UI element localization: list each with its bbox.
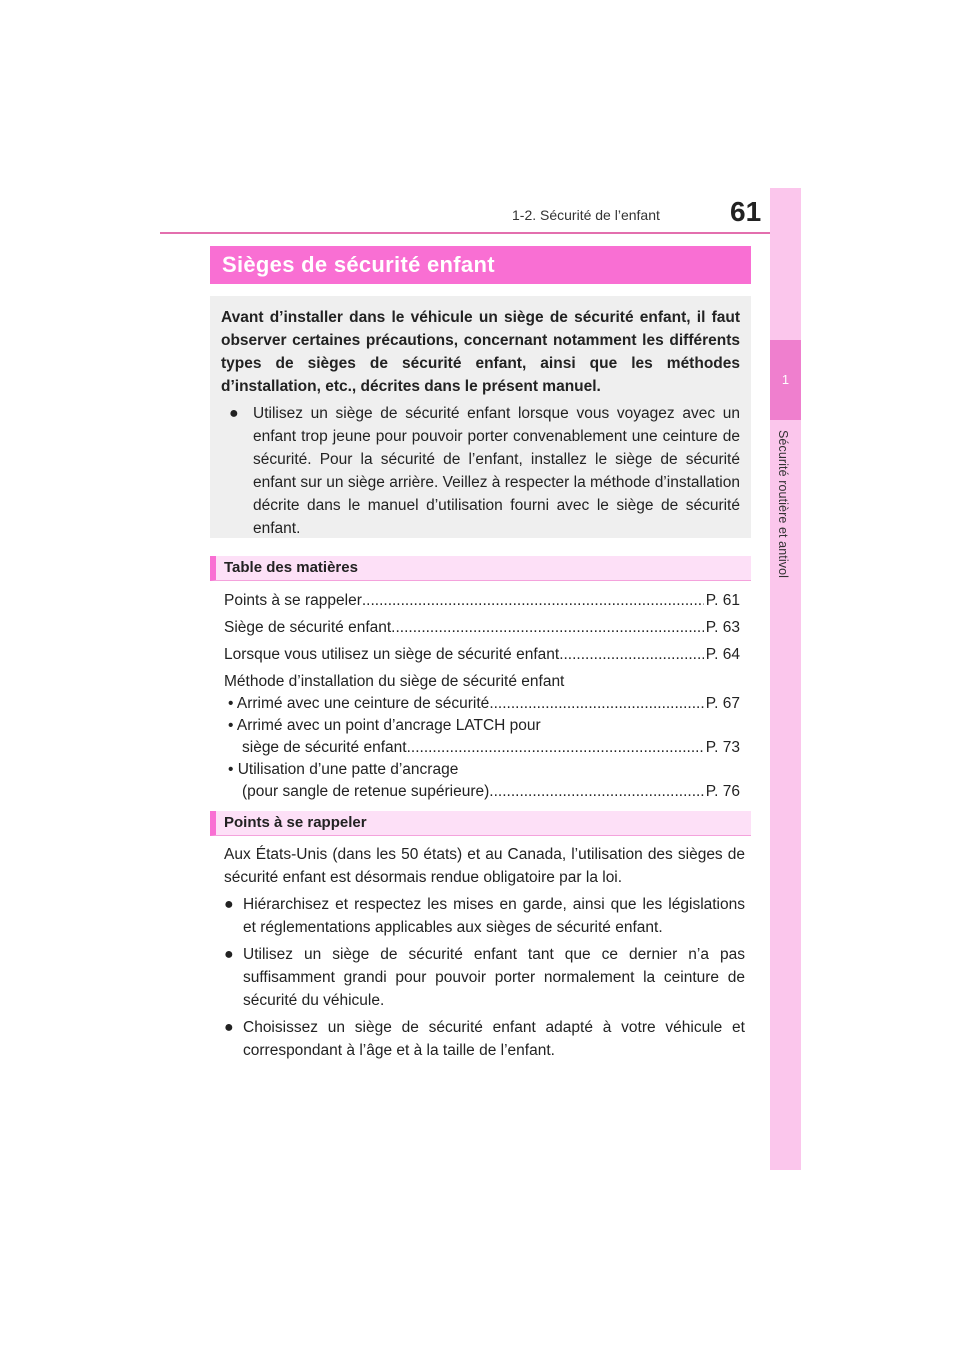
points-bullet: ● Choisissez un siège de sécurité enfant adapté à votre véhicule et correspondant à l’âge et à la taille de l’enfant. bbox=[224, 1016, 745, 1062]
points-body bbox=[224, 843, 745, 1066]
header-rule bbox=[160, 232, 800, 234]
toc-item-ceinture[interactable]: • Arrimé avec une ceinture de sécurité ..... P. 67 bbox=[224, 693, 740, 715]
chapter-side-tab bbox=[770, 188, 801, 1170]
chapter-label: Sécurité routière et antivol bbox=[776, 430, 790, 579]
section-title: Sièges de sécurité enfant bbox=[210, 246, 751, 284]
points-heading: Points à se rappeler bbox=[210, 811, 751, 836]
bullet-icon: ● bbox=[224, 946, 234, 963]
points-intro: Aux États-Unis (dans les 50 états) et au Canada, l’utilisation des sièges de sécurité enfant est désormais rendue obligatoire par la loi. bbox=[224, 846, 745, 886]
chapter-number: 1 bbox=[781, 372, 790, 387]
bullet-icon: ● bbox=[224, 896, 234, 913]
intro-bullet bbox=[221, 402, 740, 540]
points-bullet: ● Utilisez un siège de sécurité enfant tant que ce dernier n’a pas suffisamment grandi pour pouvoir porter normalement la ceinture de sécurité du véhicule. bbox=[224, 943, 745, 1012]
intro-bullet-text: Utilisez un siège de sécurité enfant lorsque vous voyagez avec un enfant trop jeune pour pouvoir porter convenablement une ceinture de sécurité. Pour la sécurité de l’enfant, installez le siège de sécurité enfant sur un siège arrière. Veillez à respecter la méthode d’installation décrite dans le manuel d’utilisation fourni avec le siège de sécurité enfant. bbox=[253, 405, 740, 537]
running-head: 1-2. Sécurité de l’enfant bbox=[512, 207, 660, 223]
bullet-icon: ● bbox=[229, 405, 239, 422]
toc-item-points[interactable]: Points à se rappeler ..... P. 61 bbox=[224, 590, 740, 612]
intro-text: Avant d’installer dans le véhicule un siège de sécurité enfant, il faut observer certaines précautions, concernant notamment les différents types de sièges de sécurité enfant, ainsi que les méthodes d’installation, etc., décrites dans le présent manuel. bbox=[221, 309, 740, 395]
points-bullet: ● Hiérarchisez et respectez les mises en garde, ainsi que les législations et réglementations applicables aux sièges de sécurité enfant. bbox=[224, 893, 745, 939]
toc-item-siege[interactable]: Siège de sécurité enfant ..... P. 63 bbox=[224, 617, 740, 639]
toc-heading: Table des matières bbox=[210, 556, 751, 581]
table-of-contents bbox=[224, 590, 740, 803]
intro-box bbox=[210, 296, 751, 538]
page-number: 61 bbox=[730, 196, 762, 227]
toc-group-label: Méthode d’installation du siège de sécurité enfant bbox=[224, 673, 565, 690]
toc-item-latch-line1: • Arrimé avec un point d’ancrage LATCH pour bbox=[228, 717, 541, 734]
toc-item-latch[interactable]: siège de sécurité enfant ..... P. 73 bbox=[224, 737, 740, 759]
bullet-icon: ● bbox=[224, 1019, 234, 1036]
toc-item-patte[interactable]: (pour sangle de retenue supérieure) ..... P. 76 bbox=[224, 781, 740, 803]
toc-item-patte-line1: • Utilisation d’une patte d’ancrage bbox=[228, 761, 459, 778]
toc-item-utilisation[interactable]: Lorsque vous utilisez un siège de sécurité enfant ..... P. 64 bbox=[224, 644, 740, 666]
